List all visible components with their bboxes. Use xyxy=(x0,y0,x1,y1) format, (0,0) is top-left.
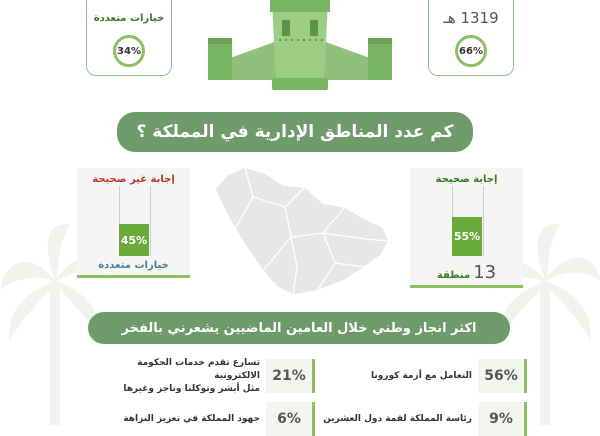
stat-text-line: تسارع تقدم خدمات الحكومة الالكترونية xyxy=(137,357,260,381)
stat-left-1 xyxy=(96,359,312,393)
stat-right-2 xyxy=(318,402,524,436)
top-left-card xyxy=(86,0,172,76)
top-left-label: خيارات متعددة xyxy=(93,13,165,24)
correct-answer-value: 55% xyxy=(453,230,481,243)
wrong-answer-heading: إجابة غير صحيحة xyxy=(92,174,175,185)
saudi-map xyxy=(205,163,395,301)
stat-percent: 6% xyxy=(266,402,315,436)
wrong-answer-bar xyxy=(119,224,149,256)
wrong-answer-value: 45% xyxy=(120,233,148,247)
banner-pill xyxy=(88,312,510,344)
stat-text-line: رئاسة المملكة لقمة دول العشرين xyxy=(323,413,472,424)
wrong-answer-footer: خيارات متعددة xyxy=(98,260,169,271)
stat-text xyxy=(318,402,472,436)
top-right-percent-ring: 66% xyxy=(455,35,487,67)
stat-left-2 xyxy=(96,402,312,436)
stat-text xyxy=(318,359,472,393)
banner-text: اكثر انجاز وطني خلال العامين الماضيين يشعرني بالفخر xyxy=(121,320,477,336)
top-right-card xyxy=(428,0,514,76)
correct-answer-heading: إجابة صحيحة xyxy=(435,174,498,185)
stat-right-1 xyxy=(318,359,524,393)
correct-answer-number: 13 xyxy=(473,262,497,283)
stat-percent: 56% xyxy=(478,359,527,393)
top-right-value: 1319 هـ xyxy=(443,9,499,27)
wrong-answer-card xyxy=(77,168,190,278)
correct-answer-unit: منطقة xyxy=(436,270,471,281)
fort-illustration xyxy=(200,0,400,92)
question-pill xyxy=(117,112,473,152)
correct-answer-bar xyxy=(452,217,482,256)
top-left-percent-ring: 34% xyxy=(113,35,145,67)
stat-text-line: مثل أبشر وتوكلنا وناجز وغيرها xyxy=(123,383,260,394)
correct-answer-result xyxy=(410,262,523,283)
stat-percent: 9% xyxy=(478,402,527,436)
stat-text xyxy=(96,402,260,436)
stat-text xyxy=(96,359,260,393)
stat-text-line: جهود المملكة في تعزيز النزاهة xyxy=(123,413,260,424)
question-text: كم عدد المناطق الإدارية في المملكة ؟ xyxy=(136,122,454,142)
correct-answer-card xyxy=(410,168,523,288)
stat-percent: 21% xyxy=(266,359,315,393)
stat-text-line: التعامل مع أزمة كورونا xyxy=(370,370,472,381)
